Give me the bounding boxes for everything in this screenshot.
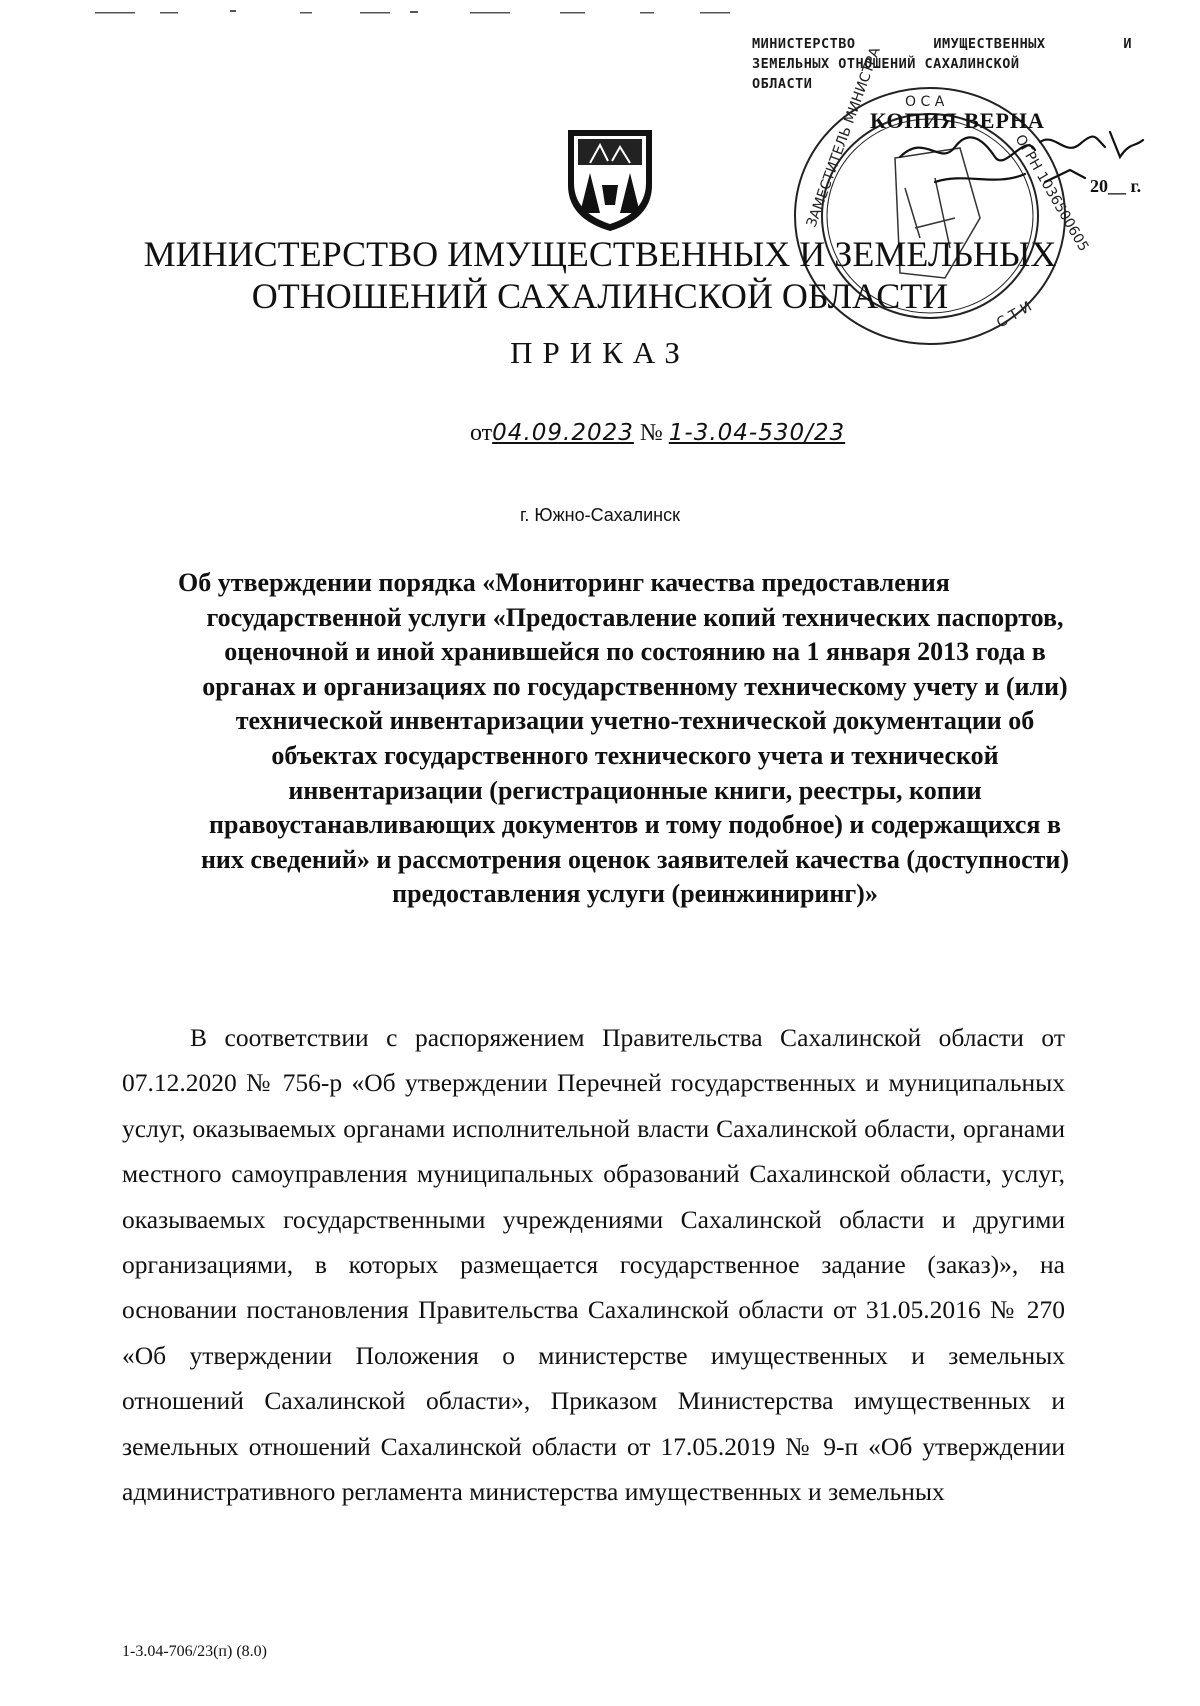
svg-text:ЗАМЕСТИТЕЛЬ МИНИСТРА: ЗАМЕСТИТЕЛЬ МИНИСТРА: [803, 45, 884, 230]
stamp-org-word1: МИНИСТЕРСТВО: [752, 36, 856, 52]
coat-of-arms-icon: [560, 125, 660, 235]
city-name: г. Южно-Сахалинск: [520, 505, 680, 525]
stamp-org-line3: ОБЛАСТИ: [752, 76, 813, 92]
stamp-year: 20__ г.: [1090, 176, 1142, 196]
subject-rest: государственной услуги «Предоставление копий технических паспортов, оценочной и иной хранившейся по состоянию на 1 января 2013 года в органах и организациях по государственному техническому учету и (или) технической инвентаризации учетно-технической документации об объектах государственного технического учета и технической инвентаризации (регистрационные книги, реестры, копии правоустанавливающих документов и тому подобное) и содержащихся в них сведений» и рассмотрения оценок заявителей качества (доступности) предоставления услуги (реинжиниринг)»: [200, 602, 1070, 909]
organization-title-line1: МИНИСТЕРСТВО ИМУЩЕСТВЕННЫХ И ЗЕМЕЛЬНЫХ: [143, 234, 1057, 274]
document-subject: [178, 566, 1080, 912]
scan-noise: [0, 0, 1200, 22]
number-prefix: №: [639, 420, 663, 446]
svg-text:С Т И: С Т И: [994, 298, 1035, 332]
subject-first-line: Об утверждении порядка «Мониторинг качества предоставления: [178, 568, 950, 597]
svg-text:ОГРН 1036500605: ОГРН 1036500605: [1011, 132, 1092, 255]
date-prefix: от: [470, 420, 493, 446]
organization-title-line2: ОТНОШЕНИЙ САХАЛИНСКОЙ ОБЛАСТИ: [251, 276, 949, 316]
stamp-org-word3: И: [1123, 36, 1132, 52]
footer-document-code: 1-3.04-706/23(п) (8.0): [122, 1643, 267, 1660]
body-paragraph: В соответствии с распоряжением Правительства Сахалинской области от 07.12.2020 № 756-р «Об утверждении Перечней государственных и муниципальных услуг, оказываемых органами исполнительной власти Сахалинской области, органами местного самоуправления муниципальных образований Сахалинской области, услуг, оказываемых государственными учреждениями Сахалинской области и другими организациями, в которых размещается государственное задание (заказ)», на основании постановления Правительства Сахалинской области от 31.05.2016 № 270 «Об утверждении Положения о министерстве имущественных и земельных отношений Сахалинской области», Приказом Министерства имущественных и земельных отношений Сахалинской области от 17.05.2019 № 9-п «Об утверждении административного регламента министерства имущественных и земельных: [122, 1023, 1065, 1507]
document-date: 04.09.2023: [492, 420, 634, 446]
document-type: ПРИКАЗ: [510, 335, 690, 370]
document-date-number: [470, 420, 845, 447]
svg-text:О С А: О С А: [905, 94, 945, 110]
organization-title: [120, 233, 1080, 317]
document-number: 1-3.04-530/23: [668, 420, 846, 446]
stamp-org-word2: ИМУЩЕСТВЕННЫХ: [933, 36, 1046, 52]
copy-true-label: КОПИЯ ВЕРНА: [870, 108, 1045, 133]
stamp-org-line2: ЗЕМЕЛЬНЫХ ОТНОШЕНИЙ САХАЛИНСКОЙ: [752, 56, 1020, 72]
